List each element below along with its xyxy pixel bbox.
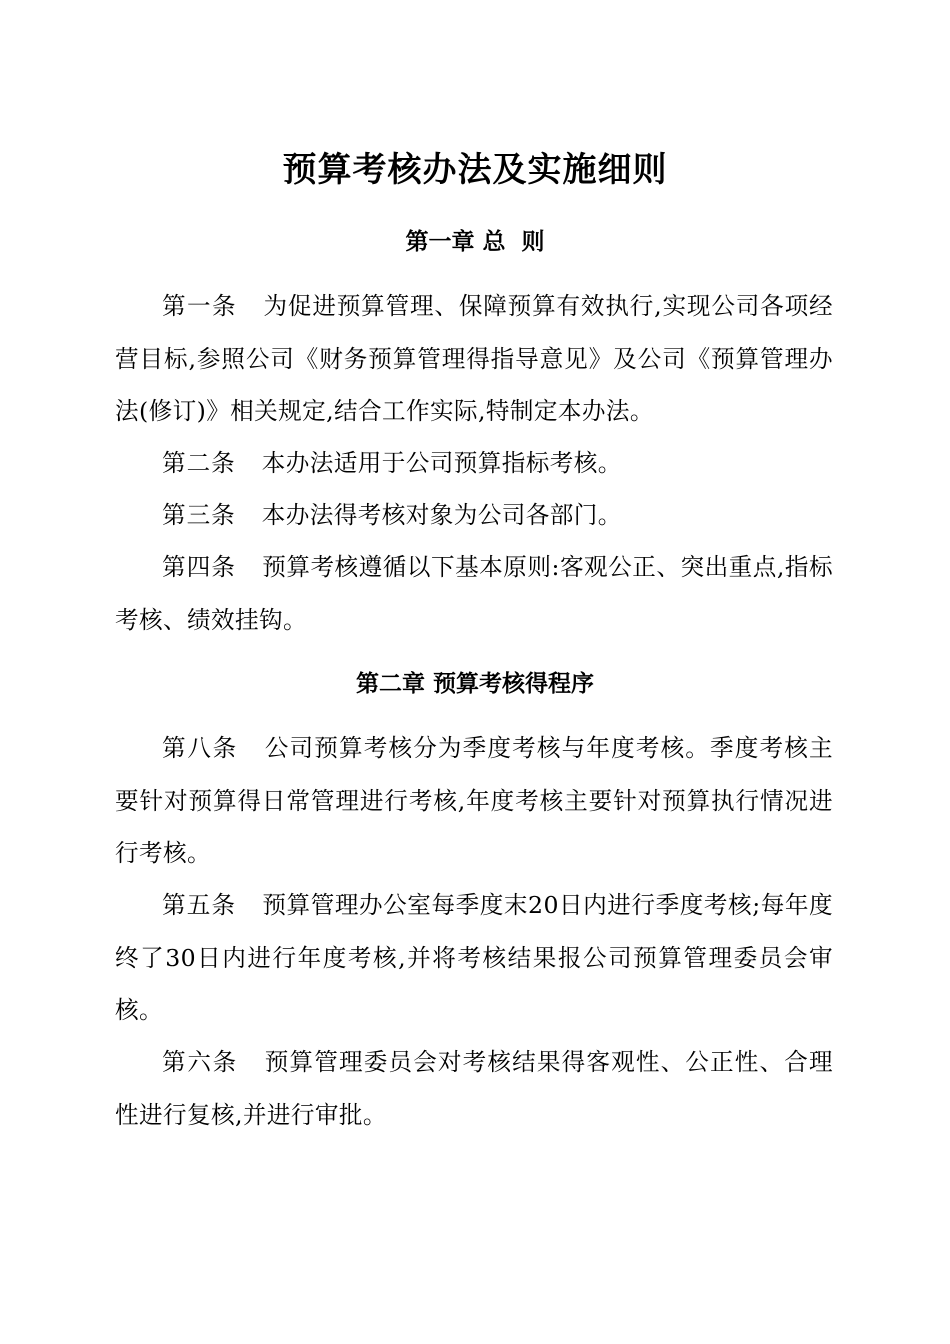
- article-text: 本办法适用于公司预算指标考核。: [261, 449, 622, 477]
- article-label: 第三条: [162, 501, 236, 529]
- chapter-heading: 第一章 总 则: [405, 229, 545, 255]
- article-paragraph: [115, 541, 833, 646]
- article-text: 预算管理办公室每季度末20日内进行季度考核;每年度终了30日内进行年度考核,并将考核结果报公司预算管理委员会审核。: [115, 891, 833, 1024]
- article-text: 本办法得考核对象为公司各部门。: [261, 501, 622, 529]
- article-paragraph: [115, 722, 833, 880]
- article-label: 第八条: [162, 734, 239, 762]
- article-text: 预算管理委员会对考核结果得客观性、公正性、合理性进行复核,并进行审批。: [115, 1048, 833, 1129]
- article-label: 第五条: [162, 891, 237, 919]
- article-paragraph: [115, 280, 833, 438]
- article-label: 第二条: [162, 449, 236, 477]
- article-label: 第六条: [162, 1048, 239, 1076]
- article-paragraph: [115, 1036, 833, 1141]
- article-label: 第一条: [162, 292, 238, 320]
- article-paragraph: [115, 879, 833, 1037]
- article-text: 预算考核遵循以下基本原则:客观公正、突出重点,指标考核、绩效挂钩。: [115, 553, 834, 634]
- document-title: 预算考核办法及实施细则: [282, 150, 668, 190]
- article-paragraph: [115, 489, 833, 542]
- article-paragraph: [115, 437, 833, 490]
- chapter-heading: 第二章 预算考核得程序: [355, 671, 594, 697]
- article-label: 第四条: [162, 553, 237, 581]
- article-text: 公司预算考核分为季度考核与年度考核。季度考核主要针对预算得日常管理进行考核,年度考核主要针对预算执行情况进行考核。: [115, 734, 833, 867]
- article-text: 为促进预算管理、保障预算有效执行,实现公司各项经营目标,参照公司《财务预算管理得指导意见》及公司《预算管理办法(修订)》相关规定,结合工作实际,特制定本办法。: [115, 292, 833, 425]
